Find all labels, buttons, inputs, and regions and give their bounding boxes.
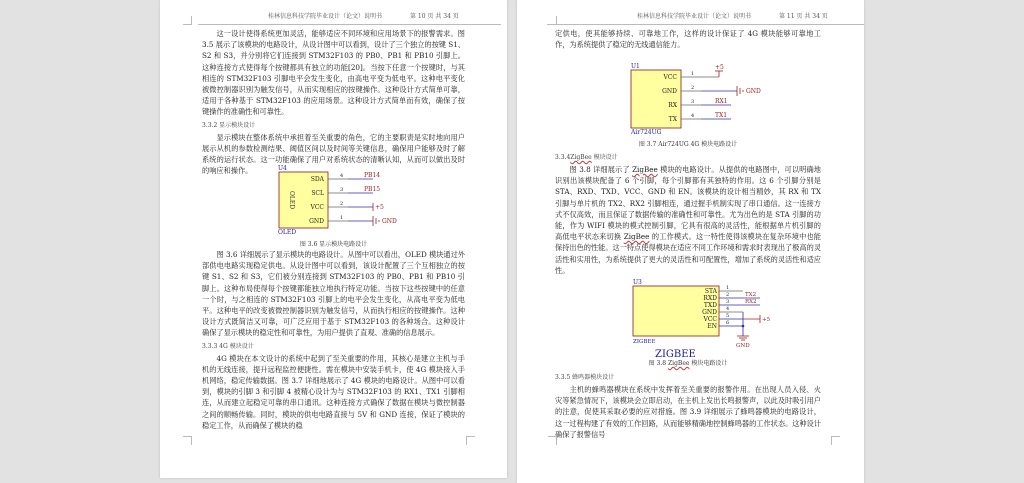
svg-text:U3: U3: [633, 279, 642, 286]
figure-caption: 图 3.8 ZigBee 模块电路设计: [648, 360, 728, 367]
net-label: +5: [375, 204, 384, 211]
svg-text:GND: GND: [662, 88, 677, 95]
corner-mark: [548, 436, 557, 445]
svg-text:RXD: RXD: [703, 295, 717, 302]
svg-text:2: 2: [726, 292, 730, 298]
paragraph: 4G 模块在本文设计的系统中起到了至关重要的作用，其核心是建立主机与手机的无线连接，提升远程监控便捷性。需在模块中安装手机卡，使 4G 模块接入手机网络，稳定传输数据。图 3.7 详细地展示了 4G 模块的电路设计。从图中可以看到，模块的引脚 3 和引脚 4 被精心设计为与 STM32F103 的 RX1、TX1 引脚相连，从而建立起稳定可靠的串口通讯。这种连接方式确保了数据在模块与微控制器之间的顺畅传输。同时，模块的供电电路直接与 5V 和 GND 连接，保证了模块的稳定工作，从而确保了模块的稳: [202, 353, 465, 430]
chip-body-label: OLED: [288, 190, 295, 210]
svg-text:RX1: RX1: [715, 98, 728, 105]
4g-schematic: [625, 62, 775, 134]
svg-text:5: 5: [726, 313, 730, 319]
svg-text:4: 4: [340, 173, 344, 179]
corner-mark: [183, 16, 192, 25]
svg-text:TX: TX: [668, 116, 677, 123]
page-number: 第 10 页 共 34 页: [410, 13, 459, 20]
module-big-label: ZIGBEE: [655, 349, 696, 358]
svg-text:4: 4: [691, 113, 695, 119]
net-label: PB15: [364, 186, 381, 193]
paragraph: 图 3.8 详细展示了 ZigBee 模块的电路设计。从提供的电路图中，可以明确地识别出该模块配备了 6 个引脚，每个引脚都有其独特的作用。这 6 个引脚分别是 STA、RXD、TXD、VCC、GND 和 EN。该模块的设计相当精妙，其 RX 和 TX 引脚与单片机的 TX2、RX2 引脚相连，通过握手机制实现了串口通信。这一连接方式不仅高效，而且保证了数据传输的准确性和可靠性。尤为出色的是 STA 引脚的功能，作为 WIFI 模块的模式控制引脚，它具有很高的灵活性，能根据单片机引脚的高低电平状态来切换 ZigBee 的工作模式。这一特性使得该模块在复杂环境中也能保持出色的性能。这一特点使得模块在适应不同工作环境和需求时表现出了极高的灵活性和实用性，为系统提供了更大的灵活性和可配置性，增加了系统的灵活性和适应性。: [555, 165, 821, 275]
section-heading: 3.3.5 蜂鸣器模块设计: [555, 374, 615, 381]
svg-text:RX: RX: [668, 102, 677, 109]
section-heading: 3.3.2 显示模块设计: [202, 121, 256, 129]
oled-circuit-figure: [260, 164, 410, 246]
corner-mark: [183, 436, 192, 445]
4g-circuit-figure: [625, 62, 775, 134]
svg-text:+5: +5: [715, 64, 724, 71]
oled-schematic: [260, 164, 410, 234]
figure-caption: 图 3.6 显示模块电路设计: [299, 241, 368, 248]
paragraph: 这一设计使得系统更加灵活，能够适应不同环境和应用场景下的报警需求。图 3.5 展示了该模块的电路设计，从设计图中可以看到，设计了三个独立的按键 S1、S2 和 S3，并分别将它们连接到 STM32F103 的 PB0、PB1 和 PB10 引脚上。这种连接方式使得每个按键都具有独立的功能[20]。当按下任意一个按键时，与其相连的 STM32F103 引脚电平会发生变化，由高电平变为低电平。这种电平变化被微控制器识别为触发信号，从而实现相应的按键操作。这种设计方式简单可靠，适用于各种基于 STM32F103 的应用场景。这种设计方式简单而有效，确保了按键操作的准确性和可靠性。: [202, 29, 465, 117]
body-text: [555, 28, 821, 50]
section-heading: 3.3.3 4G 模块设计: [202, 342, 254, 350]
svg-text:GND: GND: [702, 309, 717, 316]
body-text: [555, 150, 821, 276]
pin-name: SDA: [310, 176, 324, 183]
svg-text:2: 2: [340, 201, 344, 207]
svg-text:1: 1: [726, 285, 730, 291]
svg-text:3: 3: [726, 299, 730, 305]
svg-text:RX2: RX2: [745, 299, 757, 305]
zigbee-circuit-figure: [625, 278, 785, 358]
svg-text:2: 2: [691, 85, 695, 91]
net-label: PB14: [364, 172, 381, 179]
pin-name: VCC: [310, 204, 324, 211]
svg-text:GND: GND: [736, 343, 750, 349]
page-number: 第 11 页 共 34 页: [779, 13, 828, 20]
svg-text:TXD: TXD: [703, 302, 717, 309]
svg-text:1: 1: [340, 215, 344, 221]
page-10: [160, 0, 507, 478]
paragraph: 图 3.6 详细展示了显示模块的电路设计。从图中可以看出，OLED 模块通过外部供电电路实现稳定供电。从设计图中可以看到，该设计配置了三个互相独立的按键 S1、S2 和 S3，它们被分别连接到 STM32F103 的 PB0、PB1 和 PB10 引脚上。这种布局使得每个按键都能独立地执行特定功能。当按下这些按键中的任意一个时，与之相连的 STM32F103 引脚上的电平会发生变化，从高电平变为低电平。这种电平的改变被微控制器识别为触发信号，从而执行相应的按键操作。这种设计方式既简洁又可靠，可广泛应用于基于 STM32F103 的各种场合。这种设计确保了显示模块的稳定性和可靠性，为用户提供了直观、准确的信息展示。: [202, 250, 465, 338]
body-text: [202, 28, 465, 176]
net-label: GND: [382, 218, 397, 225]
running-header-title: 桂林信息科技学院毕业设计（论文）说明书: [268, 13, 383, 20]
zigbee-schematic: [625, 278, 785, 358]
svg-text:6: 6: [726, 320, 730, 326]
component-ref: U4: [278, 165, 287, 172]
svg-text:TX2: TX2: [745, 292, 757, 298]
svg-text:4: 4: [726, 306, 730, 312]
pin-name: GND: [309, 218, 324, 225]
svg-text:1: 1: [691, 71, 695, 77]
svg-text:VCC: VCC: [663, 74, 677, 81]
section-heading: 3.3.4ZigBee 模块设计: [555, 154, 618, 161]
svg-text:Air724UG: Air724UG: [631, 129, 662, 134]
paragraph: 定供电，使其能够持续、可靠地工作，这样的设计保证了 4G 模块能够可靠地工作，为系统提供了稳定的无线通信能力。: [555, 29, 821, 50]
header-rule: [198, 24, 501, 25]
corner-mark: [831, 436, 840, 445]
svg-text:3: 3: [340, 187, 344, 193]
running-header-title: 桂林信息科技学院毕业设计（论文）说明书: [637, 13, 752, 20]
component-ref: U1: [631, 63, 640, 70]
page-11: [517, 0, 864, 483]
svg-text:EN: EN: [707, 323, 717, 330]
pin-name: SCL: [311, 190, 324, 197]
svg-text:3: 3: [691, 99, 695, 105]
svg-text:TX1: TX1: [715, 112, 728, 119]
corner-mark: [466, 436, 475, 445]
header-rule: [547, 24, 864, 25]
paragraph: 显示模块在整体系统中承担着至关重要的角色，它的主要职责是实时地向用户展示从机的参数检测结果、阈值区间以及时间等关键信息，确保用户能够及时了解系统的运行状态。这一功能确保了用户对系统状态的清晰认知，从而可以做出及时的响应和操作。: [202, 132, 465, 176]
paragraph: 主机的蜂鸣器模块在系统中发挥着至关重要的报警作用。在出现人员入侵、火灾等紧急情况下，该模块会立即启动，在主机上发出长鸣报警声，以此及时吸引用户的注意，促使其采取必要的应对措施。图 3.9 详细展示了蜂鸣器模块的电路设计，这一过程构建了有效的工作回路，从而能够精确地控制蜂鸣器的工作状态。这种设计确保了报警信号: [555, 385, 821, 439]
figure-caption: 图 3.7 Air724UG 4G 模块电路设计: [638, 141, 738, 148]
svg-text:GND: GND: [746, 88, 761, 95]
body-text: [202, 249, 465, 431]
svg-text:STA: STA: [704, 288, 717, 295]
component-name: OLED: [278, 229, 297, 234]
svg-text:ZIGBEE: ZIGBEE: [633, 339, 656, 345]
svg-text:+5: +5: [762, 317, 771, 323]
svg-text:VCC: VCC: [703, 316, 717, 323]
body-text: [555, 370, 821, 440]
